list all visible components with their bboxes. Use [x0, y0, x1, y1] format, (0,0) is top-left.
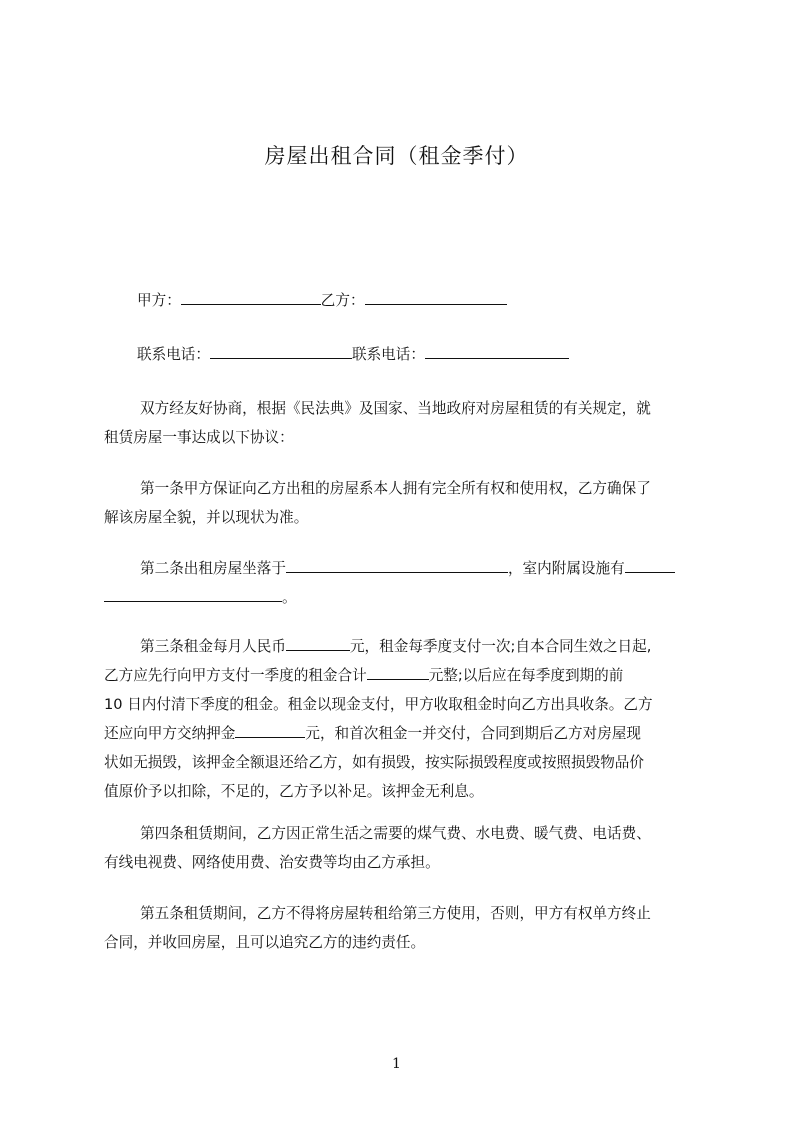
intro-paragraph [104, 394, 704, 452]
article-3-text-4b: 元，和首次租金一并交付，合同到期后乙方对房屋现 [305, 725, 642, 742]
article-5 [104, 899, 704, 957]
article-2-line-2 [104, 583, 704, 612]
article-3-line-1 [104, 632, 704, 661]
party-a-phone-label: 联系电话： [137, 346, 210, 363]
party-a-blank [181, 290, 321, 305]
article-1-line-1: 第一条甲方保证向乙方出租的房屋系本人拥有完全所有权和使用权，乙方确保了 [140, 480, 651, 497]
article-4-line-1: 第四条租赁期间，乙方因正常生活之需要的煤气费、水电费、暖气费、电话费、 [140, 825, 651, 842]
article-3-line-6: 值原价予以扣除，不足的，乙方予以补足。该押金无利息。 [104, 783, 484, 800]
article-3-line-5: 状如无损毁，该押金全额退还给乙方，如有损毁，按实际损毁程度或按照损毁物品价 [104, 754, 644, 771]
party-b-phone-blank [425, 344, 569, 359]
location-blank [286, 558, 508, 573]
article-3-text-2b: 元整;以后应在每季度到期的前 [428, 667, 624, 684]
article-3-text-1b: 元，租金每季度支付一次;自本合同生效之日起, [349, 638, 652, 655]
facilities-blank-2 [104, 587, 282, 602]
article-3-text-1a: 第三条租金每月人民币 [140, 638, 286, 655]
article-2-text-1: 第二条出租房屋坐落于 [140, 560, 286, 577]
article-5-line-2: 合同，并收回房屋，且可以追究乙方的违约责任。 [104, 934, 426, 951]
monthly-rent-blank [286, 636, 350, 651]
article-3 [104, 632, 704, 806]
page-number: 1 [392, 1056, 401, 1072]
party-b-blank [365, 290, 507, 305]
article-2-text-3: 。 [282, 589, 297, 606]
party-b-phone-label: 联系电话： [351, 346, 425, 363]
article-1 [104, 474, 704, 532]
party-b-label: 乙方： [320, 292, 365, 309]
intro-line-2: 租赁房屋一事达成以下协议： [104, 429, 294, 446]
phone-line [137, 340, 737, 369]
article-3-line-4 [104, 719, 704, 748]
article-3-text-4a: 还应向甲方交纳押金 [104, 725, 236, 742]
intro-line-1: 双方经友好协商，根据《民法典》及国家、当地政府对房屋租赁的有关规定，就 [140, 400, 651, 417]
article-2-line-1 [104, 554, 704, 583]
party-a-label: 甲方： [137, 292, 181, 309]
article-4-line-2: 有线电视费、网络使用费、治安费等均由乙方承担。 [104, 854, 440, 871]
article-5-line-1: 第五条租赁期间，乙方不得将房屋转租给第三方使用，否则，甲方有权单方终止 [140, 905, 651, 922]
article-1-line-2: 解该房屋全貌，并以现状为准。 [104, 509, 309, 526]
article-2 [104, 554, 704, 612]
article-2-text-2: ，室内附属设施有 [507, 560, 625, 577]
article-3-text-2a: 乙方应先行向甲方支付一季度的租金合计 [104, 667, 367, 684]
page-title: 房屋出租合同（租金季付） [264, 144, 529, 168]
article-4 [104, 819, 704, 877]
facilities-blank-1 [625, 558, 675, 573]
party-a-phone-blank [210, 344, 352, 359]
parties-line [137, 286, 737, 315]
quarter-rent-blank [367, 665, 429, 680]
article-3-line-2 [104, 661, 704, 690]
article-3-line-3: 10 日内付清下季度的租金。租金以现金支付，甲方收取租金时向乙方出具收条。乙方 [104, 696, 653, 713]
deposit-blank [235, 723, 305, 738]
